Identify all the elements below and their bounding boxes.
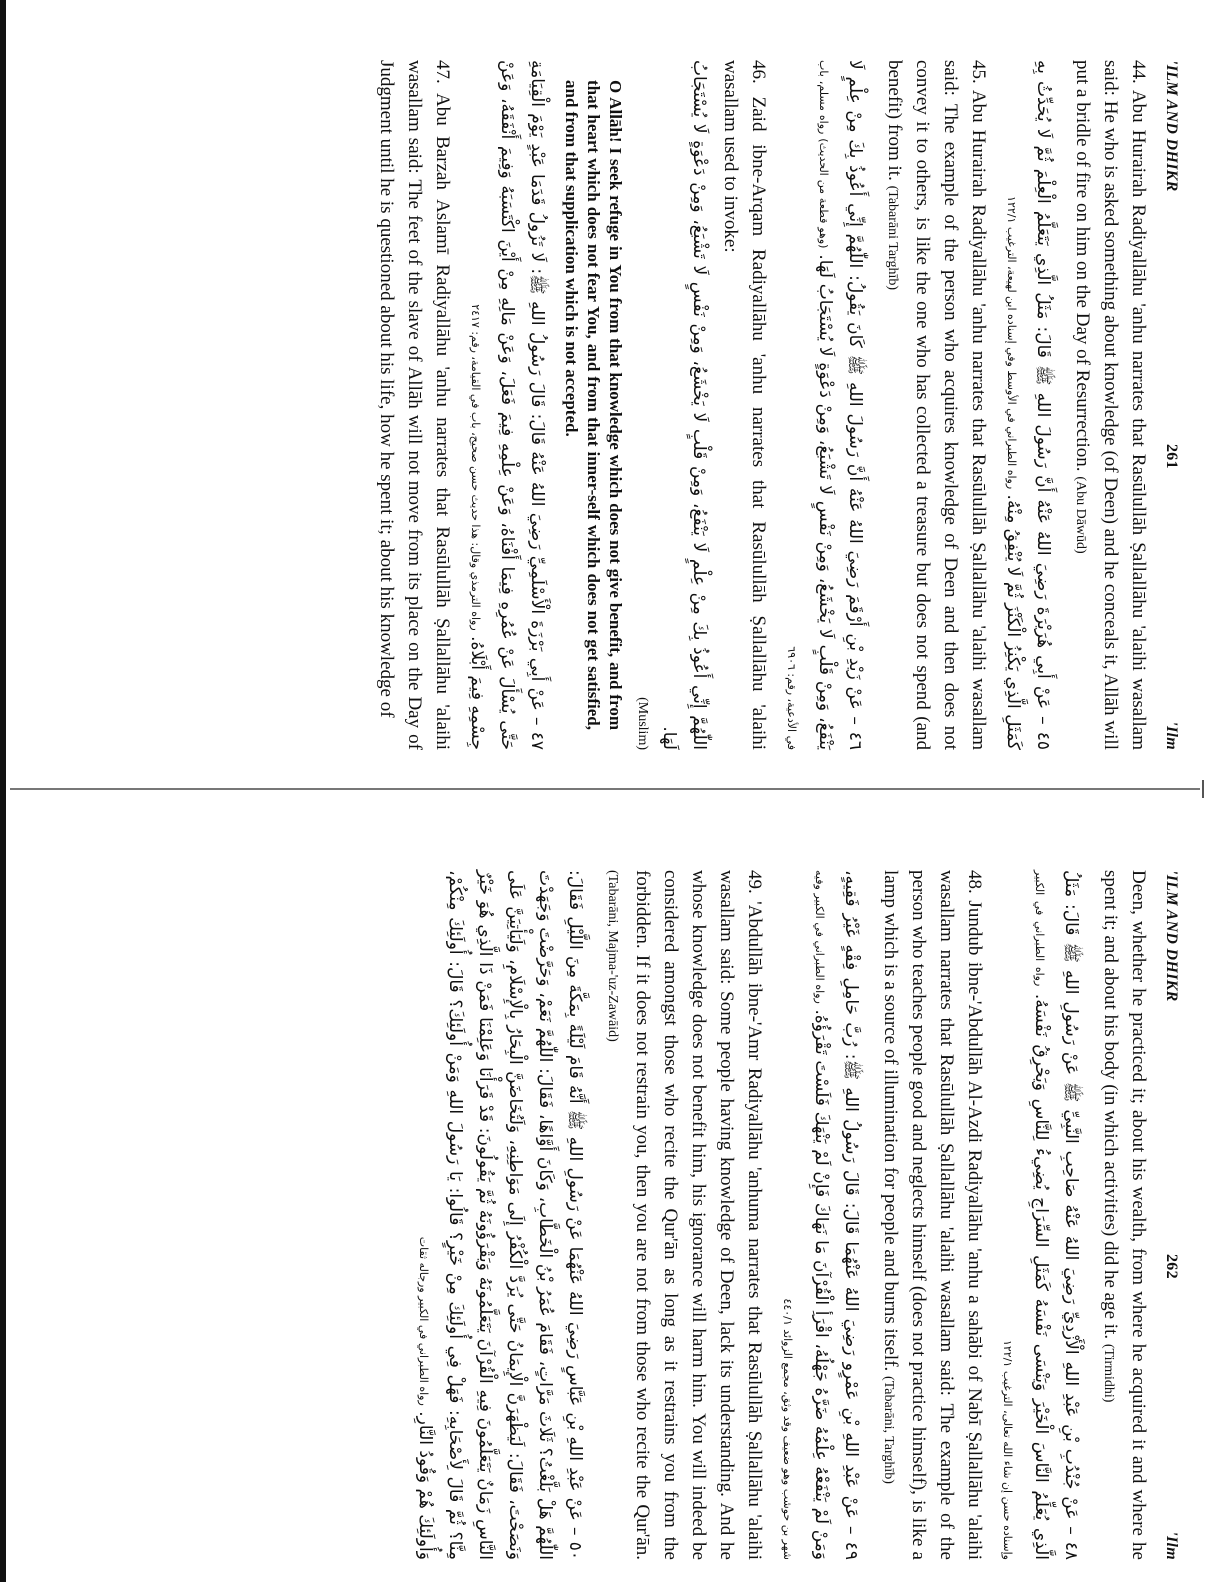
page-number: 261 [1163,443,1180,469]
hadith-48-arabic: ٤٨ – عَنْ جُنْدُبِ بْنِ عَبْدِ اللهِ الْأَزْدِيِّ رَضِيَ اللهُ عَنْهُ صَاحِبِ النَّبِيِّ ﷺ عَنْ رَسُولِ اللهِ ﷺ قَالَ: مَثَلُ الَّذِي يُعَلِّمُ النَّاسَ الْخَيْرَ وَيَنْسَى نَفْسَهُ كَمَثَلِ السِّرَاجِ يُضِيءُ لِلنَّاسِ وَيَحْرِقُ نَفْسَهُ. رواه الطبراني في الكبير وإسناده حسن إن شاء الله تعالى، الترغيب ١٢٢/١ [1001,870,1081,1560]
hadith-47-arabic-ref: رواه الترمذي وقال: هذا حديث حسن صحيح، باب في القيامة، رقم: ٢٤١٧ [469,304,482,631]
hadith-45-source: (Tabarāni Targhīb) [885,185,900,291]
hadith-45-arabic-ref: رواه الطبراني في الأوسط وفي إسناده ابن لهيعة، الترغيب ١٢٢/١ [1005,196,1018,490]
scan-edge [0,0,6,1582]
hadith-45-translation: 45. Abu Hurairah Radiyallāhu 'anhu narrates that Rasūlullāh Ṣallallāhu 'alaihi wasallam said: The example of the person who acquires knowledge of Deen and then does not convey it to others, is like the one who has collected a treasure but does not spend (and benefit) from it. (Tabarāni Targhīb) [884,60,989,750]
hadith-48-translation: 48. Jundub ibne-'Abdullāh Al-Azdi Radiyallāhu 'anhu a sahābi of Nabī Ṣallallāhu 'alaihi wasallam narrates that Rasūlullāh Ṣallallāhu 'alaihi wasallam said: The example of the person who teaches people good and neglects himself (does not practice himself), is like a lamp which is a source of illumination for people and burns itself. (Tabarāni, Targhīb) [880,870,985,1560]
hadith-46 [560,60,870,750]
hadith-49-source: (Tabarāni, Majma-'uz-Zawāid) [605,870,620,1042]
hadith-48 [874,870,1086,1560]
hadith-50 [408,870,590,1560]
header-book-title: 'ILM AND DHIKR [1163,60,1180,192]
hadith-50-arabic: ٥٠ – عَنْ عَبْدِ اللهِ بْنِ عَبَّاسٍ رَضِيَ اللهُ عَنْهُمَا عَنْ رَسُولِ اللهِ ﷺ أَنَّهُ قَامَ لَيْلَةً بِمَكَّةَ مِنَ اللَّيْلِ فَقَالَ: اللّٰهُمَّ هَلْ بَلَّغْتُ؟ ثَلَاثَ مَرَّاتٍ، فَقَامَ عُمَرُ بْنُ الْخَطَّابِ، وَكَانَ أَوَّاهًا، فَقَالَ: اللّٰهُمَّ نَعَمْ، وَحَرَّضْتَ وَجَهَدْتَ وَنَصَحْتَ، فَقَالَ: لَيَظْهَرَنَّ الْإِيمَانُ حَتَّى يُرَدَّ الْكُفْرُ إِلَى مَوَاطِنِهِ، وَلَتُخَاضَنَّ الْبِحَارُ بِالْإِسْلَامِ، وَلَيَأْتِيَنَّ عَلَى النَّاسِ زَمَانٌ يَتَعَلَّمُونَ فِيهِ الْقُرْآنَ يَتَعَلَّمُونَهُ وَيَقْرَؤُونَهُ ثُمَّ يَقُولُونَ: قَدْ قَرَأْنَا وَعَلِمْنَا فَمَنْ ذَا الَّذِي هُوَ خَيْرٌ مِنَّا؟ ثُمَّ قَالَ لِأَصْحَابِهِ: فَهَلْ فِي أُولَئِكَ مِنْ خَيْرٍ؟ قَالُوا: يَا رَسُولَ اللهِ وَمَنْ أُولَئِكَ؟ قَالَ: أُولَئِكَ مِنْكُمْ، وَأُولَئِكَ هُمْ وَقُودُ النَّارِ. رواه الطبراني في الكبير ورجاله ثقات [415,870,585,1560]
hadith-49 [598,870,866,1560]
hadith-47-continued [1094,870,1152,1560]
header-chapter: 'Ilm [1163,721,1180,750]
hadith-48-source: (Tabarāni, Targhīb) [881,1376,896,1484]
hadith-47 [372,60,552,750]
hadith-50-arabic-ref: رواه الطبراني في الكبير ورجاله ثقات [417,1236,430,1406]
hadith-44-translation: 44. Abu Hurairah Radiyallāhu 'anhu narrates that Rasūlullāh Ṣallallāhu 'alaihi wasallam said: He who is asked something about knowledge (of Deen) and he conceals it, Allāh will put a bridle of fire on him on the Day of Resurrection. (Abu Dāwūd) [1072,60,1149,750]
hadith-47-source: (Tirmidhi) [1101,1343,1116,1403]
hadith-49-translation: 49. 'Abdullāh ibne-'Amr Radiyallāhu 'anhuma narrates that Rasūlullāh Ṣallallāhu 'alaihi wasallam said: Some people having knowledge of Deen, lack its understanding. And he whose knowledge does not benefit him, his ignorance will harm him. You will indeed be considered amongst those who recite the Qur'ān as long as it restrains you from the forbidden. If it does not restrain you, then you are not from those who recite the Qur'ān. (Tabarāni, Majma-'uz-Zawāid) [605,870,765,1560]
page-divider-mark [1192,780,1204,798]
hadith-47-translation-continued: Deen, whether he practiced it; about his wealth, from where he acquired it and where he spent it; and about his body (in which activities) did he age it. (Tirmidhi) [1100,870,1149,1560]
hadith-46-arabic: ٤٦ – عَنْ زَيْدِ بْنِ أَرْقَمَ رَضِيَ اللهُ عَنْهُ أَنَّ رَسُولَ اللهِ ﷺ كَانَ يَقُولُ: اللّٰهُمَّ إِنِّي أَعُوذُ بِكَ مِنْ عِلْمٍ لَا يَنْفَعُ، وَمِنْ قَلْبٍ لَا يَخْشَعُ، وَمِنْ نَفْسٍ لَا تَشْبَعُ، وَمِنْ دَعْوَةٍ لَا يُسْتَجَابُ لَهَا. (وهو قطعة من الحديث) رواه مسلم، باب في الأدعية، رقم: ٦٩٠٦ [785,60,865,751]
hadith-45 [878,60,1058,750]
hadith-46-arabic-ref: (وهو قطعة من الحديث) رواه مسلم، باب في الأدعية، رقم: ٦٩٠٦ [785,60,830,750]
hadith-44 [1066,60,1152,750]
hadith-47-arabic: ٤٧ – عَنْ أَبِي بَرْزَةَ الْأَسْلَمِيِّ رَضِيَ اللهُ عَنْهُ قَالَ: قَالَ رَسُولُ اللهِ ﷺ: لَا تَزُولُ قَدَمَا عَبْدٍ يَوْمَ الْقِيَامَةِ حَتَّى يُسْأَلَ عَنْ عُمُرِهِ فِيمَا أَفْنَاهُ، وَعَنْ عِلْمِهِ فِيمَ فَعَلَ، وَعَنْ مَالِهِ مِنْ أَيْنَ اكْتَسَبَهُ وَفِيمَ أَنْفَقَهُ، وَعَنْ جِسْمِهِ فِيمَ أَبْلَاهُ. رواه الترمذي وقال: هذا حديث حسن صحيح، باب في القيامة، رقم: ٢٤١٧ [467,60,547,750]
header-book-title: 'ILM AND DHIKR [1163,870,1180,1002]
hadith-46-translation: 46. Zaid ibne-Arqam Radiyallāhu 'anhu narrates that Rasūlullāh Ṣallallāhu 'alaihi wasallam used to invoke: [720,60,769,750]
page-number: 262 [1163,1253,1180,1279]
page-261 [90,60,1180,750]
hadith-48-arabic-ref: رواه الطبراني في الكبير وإسناده حسن إن شاء الله تعالى، الترغيب ١٢٢/١ [1001,870,1046,1560]
hadith-46-dua-translation: O Allāh! I seek refuge in You from that knowledge which does not give benefit, and from that heart which does not fear You, and from that inner-self which does not get satisfied, and from that supplication which is not accepted. [562,80,625,730]
hadith-47-translation: 47. Abu Barzah Aslamī Radiyallāhu 'anhu narrates that Rasūlullāh Ṣallallāhu 'alaihi wasallam said: The feet of the slave of Allāh will not move from its place on the Day of Judgment until he is questioned about his life, how he spent it; about his knowledge of [376,60,453,750]
page-header [1162,60,1180,750]
page-header [1162,870,1180,1560]
page-divider [10,788,1200,790]
hadith-45-arabic: ٤٥ – عَنْ أَبِي هُرَيْرَةَ رَضِيَ اللهُ عَنْهُ أَنَّ رَسُولَ اللهِ ﷺ قَالَ: مَثَلُ الَّذِي يَتَعَلَّمُ الْعِلْمَ ثُمَّ لَا يُحَدِّثُ بِهِ كَمَثَلِ الَّذِي يَكْنِزُ الْكَنْزَ ثُمَّ لَا يُنْفِقُ مِنْهُ. رواه الطبراني في الأوسط وفي إسناده ابن لهيعة، الترغيب ١٢٢/١ [1003,60,1053,750]
hadith-49-arabic: ٤٩ – عَنْ عَبْدِ اللهِ بْنِ عَمْرٍو رَضِيَ اللهُ عَنْهُمَا قَالَ: قَالَ رَسُولُ اللهِ ﷺ: رُبَّ حَامِلِ فِقْهٍ غَيْرُ فَقِيهٍ، وَمَنْ لَمْ يَنْفَعْهُ عِلْمُهُ ضَرَّهُ جَهْلُهُ، اقْرَأِ الْقُرْآنَ مَا نَهَاكَ فَإِنْ لَمْ يَنْهَكَ فَلَسْتَ تَقْرَؤُهُ. رواه الطبراني في الكبير وفيه شهر بن حوشب وهو ضعيف وقد وثق، مجمع الزوائد ٤٤٠/١ [781,870,861,1560]
hadith-46-source: (Muslim) [635,697,650,750]
hadith-46-dua-arabic: اللّٰهُمَّ إِنِّي أَعُوذُ بِكَ مِنْ عِلْمٍ لَا يَنْفَعُ، وَمِنْ قَلْبٍ لَا يَخْشَعُ، وَمِنْ نَفْسٍ لَا تَشْبَعُ، وَمِنْ دَعْوَةٍ لَا يُسْتَجَابُ لَهَا. [659,60,709,750]
page-262 [90,870,1180,1560]
hadith-44-source: (Abu Dāwūd) [1073,476,1088,554]
hadith-49-arabic-ref: رواه الطبراني في الكبير وفيه شهر بن حوشب وهو ضعيف وقد وثق، مجمع الزوائد ٤٤٠/١ [781,870,826,1560]
header-chapter: 'Ilm [1163,1531,1180,1560]
